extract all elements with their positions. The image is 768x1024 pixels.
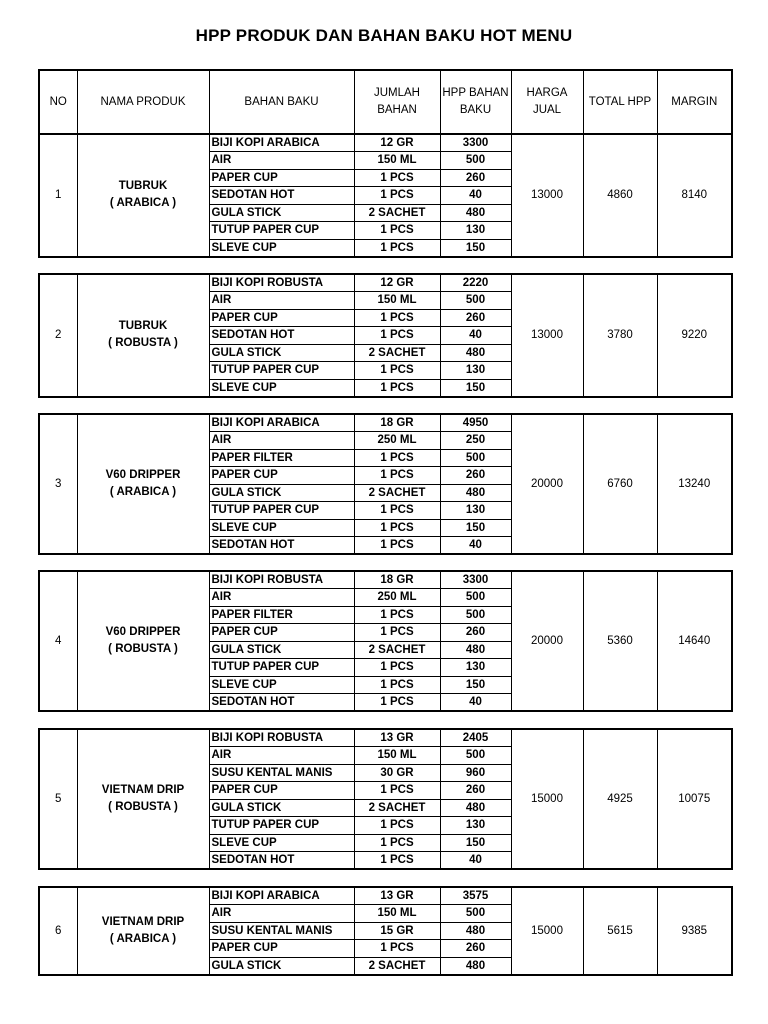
product-variant: ( ROBUSTA ) (108, 801, 178, 813)
ingredient-quantity: 1 PCS (354, 817, 440, 835)
ingredient-hpp: 480 (440, 799, 511, 817)
total-hpp-value: 3780 (583, 274, 657, 397)
ingredient-quantity: 18 GR (354, 571, 440, 589)
ingredient-quantity: 1 PCS (354, 379, 440, 397)
ingredient-hpp: 250 (440, 432, 511, 450)
ingredient-hpp: 130 (440, 659, 511, 677)
ingredient-hpp: 260 (440, 624, 511, 642)
ingredient-hpp: 3300 (440, 571, 511, 589)
ingredient-name: PAPER CUP (209, 467, 354, 485)
header-total-hpp: TOTAL HPP (583, 70, 657, 134)
ingredient-quantity: 1 PCS (354, 834, 440, 852)
product-name: VIETNAM DRIP (101, 915, 185, 928)
product-name: TUBRUK (118, 320, 168, 333)
ingredient-name: SLEVE CUP (209, 676, 354, 694)
ingredient-hpp: 500 (440, 606, 511, 624)
ingredient-hpp: 150 (440, 239, 511, 257)
ingredient-hpp: 260 (440, 782, 511, 800)
ingredient-name: AIR (209, 432, 354, 450)
ingredient-quantity: 15 GR (354, 922, 440, 940)
product-block (38, 570, 733, 712)
product-block (38, 273, 733, 398)
ingredient-hpp: 130 (440, 817, 511, 835)
ingredient-quantity: 150 ML (354, 152, 440, 170)
ingredient-name: PAPER CUP (209, 782, 354, 800)
product-name-cell (77, 571, 209, 711)
ingredient-quantity: 2 SACHET (354, 344, 440, 362)
ingredient-hpp: 500 (440, 747, 511, 765)
ingredient-quantity: 250 ML (354, 589, 440, 607)
table-row (39, 414, 732, 432)
ingredient-name: BIJI KOPI ROBUSTA (209, 729, 354, 747)
ingredient-quantity: 12 GR (354, 274, 440, 292)
ingredient-quantity: 30 GR (354, 764, 440, 782)
harga-jual-value: 15000 (511, 729, 583, 869)
harga-jual-value: 15000 (511, 887, 583, 975)
product-variant: ( ARABICA ) (109, 486, 177, 498)
ingredient-hpp: 130 (440, 502, 511, 520)
product-block (38, 133, 733, 258)
ingredient-quantity: 1 PCS (354, 239, 440, 257)
ingredient-name: BIJI KOPI ARABICA (209, 887, 354, 905)
header-row (39, 70, 732, 134)
total-hpp-value: 4925 (583, 729, 657, 869)
ingredient-quantity: 2 SACHET (354, 957, 440, 975)
ingredient-hpp: 150 (440, 834, 511, 852)
ingredient-name: SUSU KENTAL MANIS (209, 764, 354, 782)
ingredient-hpp: 40 (440, 537, 511, 555)
ingredient-hpp: 480 (440, 641, 511, 659)
product-number: 2 (39, 274, 77, 397)
product-number: 5 (39, 729, 77, 869)
header-hpp-bahan-baku: HPP BAHAN BAKU (440, 70, 511, 134)
ingredient-quantity: 1 PCS (354, 940, 440, 958)
total-hpp-value: 5360 (583, 571, 657, 711)
ingredient-hpp: 2405 (440, 729, 511, 747)
ingredient-quantity: 1 PCS (354, 222, 440, 240)
ingredient-quantity: 1 PCS (354, 694, 440, 712)
ingredient-quantity: 1 PCS (354, 624, 440, 642)
product-variant: ( ROBUSTA ) (108, 337, 178, 350)
ingredient-name: SUSU KENTAL MANIS (209, 922, 354, 940)
ingredient-name: AIR (209, 905, 354, 923)
product-variant: ( ARABICA ) (109, 197, 177, 210)
table-row (39, 571, 732, 589)
header-nama-produk: NAMA PRODUK (77, 70, 209, 134)
product-name: V60 DRIPPER (105, 469, 181, 481)
product-number: 3 (39, 414, 77, 554)
ingredient-hpp: 500 (440, 905, 511, 923)
ingredient-hpp: 150 (440, 676, 511, 694)
ingredient-name: AIR (209, 747, 354, 765)
ingredient-name: TUTUP PAPER CUP (209, 502, 354, 520)
ingredient-quantity: 1 PCS (354, 169, 440, 187)
ingredient-name: SEDOTAN HOT (209, 187, 354, 205)
ingredient-hpp: 960 (440, 764, 511, 782)
ingredient-name: GULA STICK (209, 641, 354, 659)
ingredient-quantity: 1 PCS (354, 782, 440, 800)
ingredient-hpp: 260 (440, 309, 511, 327)
ingredient-quantity: 12 GR (354, 134, 440, 152)
ingredient-quantity: 150 ML (354, 905, 440, 923)
table-row (39, 887, 732, 905)
ingredient-hpp: 260 (440, 940, 511, 958)
ingredient-hpp: 130 (440, 362, 511, 380)
ingredient-hpp: 2220 (440, 274, 511, 292)
ingredient-quantity: 1 PCS (354, 852, 440, 870)
margin-value: 14640 (657, 571, 732, 711)
ingredient-quantity: 1 PCS (354, 327, 440, 345)
ingredient-hpp: 500 (440, 292, 511, 310)
ingredient-hpp: 40 (440, 327, 511, 345)
ingredient-quantity: 2 SACHET (354, 204, 440, 222)
ingredient-name: TUTUP PAPER CUP (209, 659, 354, 677)
total-hpp-value: 5615 (583, 887, 657, 975)
table-row (39, 274, 732, 292)
ingredient-quantity: 1 PCS (354, 502, 440, 520)
header-no: NO (39, 70, 77, 134)
ingredient-name: PAPER FILTER (209, 606, 354, 624)
ingredient-name: BIJI KOPI ROBUSTA (209, 274, 354, 292)
ingredient-name: SLEVE CUP (209, 834, 354, 852)
product-block (38, 413, 733, 555)
product-block (38, 728, 733, 870)
harga-jual-value: 13000 (511, 274, 583, 397)
ingredient-name: AIR (209, 589, 354, 607)
ingredient-quantity: 2 SACHET (354, 799, 440, 817)
harga-jual-value: 13000 (511, 134, 583, 257)
ingredient-quantity: 250 ML (354, 432, 440, 450)
ingredient-hpp: 500 (440, 589, 511, 607)
ingredient-name: GULA STICK (209, 484, 354, 502)
product-block (38, 886, 733, 976)
ingredient-hpp: 4950 (440, 414, 511, 432)
table-header (38, 69, 733, 135)
margin-value: 9385 (657, 887, 732, 975)
table-row (39, 729, 732, 747)
ingredient-quantity: 150 ML (354, 747, 440, 765)
header-harga-jual: HARGA JUAL (511, 70, 583, 134)
ingredient-name: BIJI KOPI ROBUSTA (209, 571, 354, 589)
harga-jual-value: 20000 (511, 571, 583, 711)
ingredient-quantity: 1 PCS (354, 606, 440, 624)
ingredient-hpp: 3300 (440, 134, 511, 152)
ingredient-hpp: 260 (440, 467, 511, 485)
ingredient-quantity: 150 ML (354, 292, 440, 310)
ingredient-hpp: 150 (440, 519, 511, 537)
ingredient-quantity: 18 GR (354, 414, 440, 432)
header-jumlah-bahan: JUMLAH BAHAN (354, 70, 440, 134)
ingredient-quantity: 2 SACHET (354, 641, 440, 659)
margin-value: 8140 (657, 134, 732, 257)
product-variant: ( ARABICA ) (109, 932, 177, 945)
ingredient-name: GULA STICK (209, 344, 354, 362)
harga-jual-value: 20000 (511, 414, 583, 554)
ingredient-name: SEDOTAN HOT (209, 327, 354, 345)
ingredient-name: AIR (209, 292, 354, 310)
ingredient-hpp: 260 (440, 169, 511, 187)
ingredient-quantity: 1 PCS (354, 449, 440, 467)
product-name-cell (77, 729, 209, 869)
ingredient-name: GULA STICK (209, 204, 354, 222)
ingredient-name: PAPER FILTER (209, 449, 354, 467)
ingredient-quantity: 1 PCS (354, 467, 440, 485)
total-hpp-value: 4860 (583, 134, 657, 257)
ingredient-hpp: 480 (440, 922, 511, 940)
ingredient-name: PAPER CUP (209, 169, 354, 187)
ingredient-hpp: 130 (440, 222, 511, 240)
product-number: 6 (39, 887, 77, 975)
header-bahan-baku: BAHAN BAKU (209, 70, 354, 134)
ingredient-hpp: 3575 (440, 887, 511, 905)
ingredient-quantity: 1 PCS (354, 676, 440, 694)
table-row (39, 134, 732, 152)
ingredient-hpp: 480 (440, 484, 511, 502)
ingredient-name: SEDOTAN HOT (209, 852, 354, 870)
ingredient-quantity: 13 GR (354, 729, 440, 747)
ingredient-name: SEDOTAN HOT (209, 694, 354, 712)
ingredient-name: BIJI KOPI ARABICA (209, 134, 354, 152)
ingredient-quantity: 1 PCS (354, 309, 440, 327)
ingredient-name: SLEVE CUP (209, 239, 354, 257)
ingredient-quantity: 13 GR (354, 887, 440, 905)
product-name: TUBRUK (118, 180, 168, 193)
ingredient-hpp: 500 (440, 449, 511, 467)
ingredient-hpp: 480 (440, 204, 511, 222)
ingredient-name: TUTUP PAPER CUP (209, 362, 354, 380)
total-hpp-value: 6760 (583, 414, 657, 554)
ingredient-hpp: 480 (440, 344, 511, 362)
product-number: 1 (39, 134, 77, 257)
ingredient-name: GULA STICK (209, 799, 354, 817)
ingredient-hpp: 150 (440, 379, 511, 397)
margin-value: 9220 (657, 274, 732, 397)
ingredient-quantity: 1 PCS (354, 537, 440, 555)
product-name-cell (77, 414, 209, 554)
margin-value: 13240 (657, 414, 732, 554)
ingredient-quantity: 1 PCS (354, 659, 440, 677)
ingredient-hpp: 40 (440, 187, 511, 205)
ingredient-name: PAPER CUP (209, 940, 354, 958)
ingredient-hpp: 40 (440, 852, 511, 870)
header-margin: MARGIN (657, 70, 732, 134)
margin-value: 10075 (657, 729, 732, 869)
ingredient-hpp: 40 (440, 694, 511, 712)
product-name: VIETNAM DRIP (101, 784, 185, 796)
ingredient-name: TUTUP PAPER CUP (209, 817, 354, 835)
ingredient-name: SLEVE CUP (209, 519, 354, 537)
page-title: HPP PRODUK DAN BAHAN BAKU HOT MENU (195, 26, 573, 45)
ingredient-name: PAPER CUP (209, 624, 354, 642)
product-name-cell (77, 887, 209, 975)
ingredient-hpp: 480 (440, 957, 511, 975)
product-name-cell (77, 274, 209, 397)
ingredient-name: SEDOTAN HOT (209, 537, 354, 555)
ingredient-name: GULA STICK (209, 957, 354, 975)
product-variant: ( ROBUSTA ) (108, 643, 178, 655)
ingredient-name: AIR (209, 152, 354, 170)
ingredient-hpp: 500 (440, 152, 511, 170)
ingredient-quantity: 1 PCS (354, 519, 440, 537)
ingredient-name: SLEVE CUP (209, 379, 354, 397)
ingredient-quantity: 1 PCS (354, 187, 440, 205)
product-number: 4 (39, 571, 77, 711)
ingredient-quantity: 1 PCS (354, 362, 440, 380)
product-name-cell (77, 134, 209, 257)
product-name: V60 DRIPPER (105, 626, 181, 638)
ingredient-name: PAPER CUP (209, 309, 354, 327)
ingredient-quantity: 2 SACHET (354, 484, 440, 502)
ingredient-name: BIJI KOPI ARABICA (209, 414, 354, 432)
ingredient-name: TUTUP PAPER CUP (209, 222, 354, 240)
